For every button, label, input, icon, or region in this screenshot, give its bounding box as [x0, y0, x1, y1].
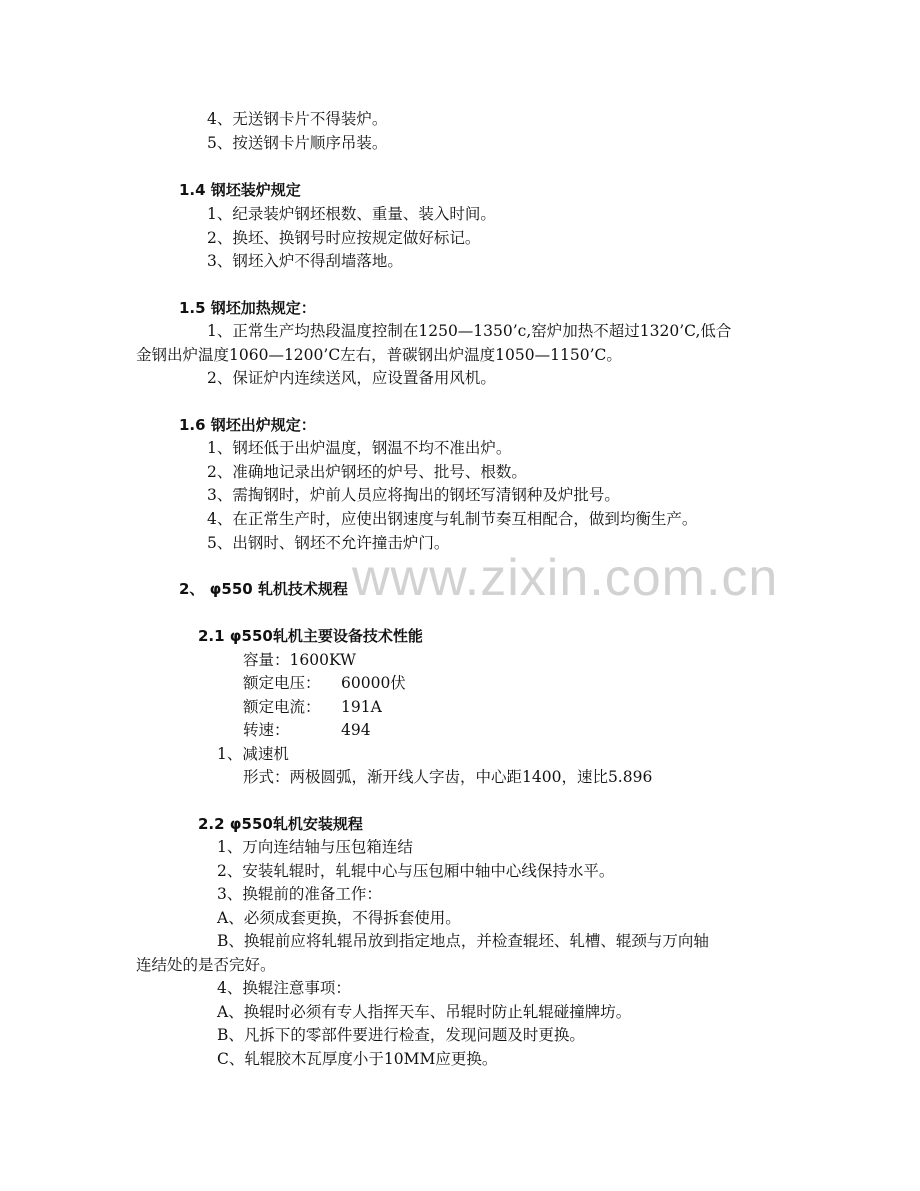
- rated-current-value: 191A: [341, 698, 382, 716]
- sec22-note-b: B、凡拆下的零部件要进行检查，发现问题及时更换。: [217, 1026, 585, 1044]
- sec15-item-1-line-1: 1、正常生产均热段温度控制在1250—1350’c,窑炉加热不超过1320’C,低合: [207, 322, 732, 340]
- section-1-6-heading: 1.6 钢坯出炉规定：: [179, 416, 316, 434]
- reducer-item: 1、减速机: [217, 745, 289, 763]
- sec13-item-4: 4、无送钢卡片不得装炉。: [207, 110, 388, 128]
- sec22-item-2: 2、安装轧辊时，轧辊中心与压包厢中轴中心线保持水平。: [217, 862, 615, 880]
- section-1-5-heading: 1.5 钢坯加热规定：: [179, 299, 316, 317]
- watermark: www.zixin.com.cn: [352, 549, 779, 607]
- sec16-item-3: 3、需掏钢时，炉前人员应将掏出的钢坯写清钢种及炉批号。: [207, 486, 620, 504]
- speed-label: 转速：: [243, 721, 290, 739]
- section-2-2-heading: 2.2 φ550轧机安装规程: [198, 815, 363, 833]
- rated-voltage-label: 额定电压：: [243, 674, 321, 692]
- sec14-item-3: 3、钢坯入炉不得刮墙落地。: [207, 252, 403, 270]
- sec14-item-1: 1、纪录装炉钢坯根数、重量、装入时间。: [207, 205, 496, 223]
- sec14-item-2: 2、换坯、换钢号时应按规定做好标记。: [207, 229, 481, 247]
- sec15-item-2: 2、保证炉内连续送风，应设置备用风机。: [207, 369, 496, 387]
- sec16-item-4: 4、在正常生产时，应使出钢速度与轧制节奏互相配合，做到均衡生产。: [207, 510, 698, 528]
- section-1-4-heading: 1.4 钢坯装炉规定: [179, 181, 301, 199]
- sec13-item-5: 5、按送钢卡片顺序吊装。: [207, 134, 388, 152]
- sec22-note-c: C、轧辊胶木瓦厚度小于10MM应更换。: [217, 1050, 498, 1068]
- reducer-form: 形式：两极圆弧，渐开线人字齿，中心距1400，速比5.896: [243, 768, 653, 786]
- sec22-item-b-line-2: 连结处的是否完好。: [136, 956, 276, 974]
- sec22-item-a: A、必须成套更换，不得拆套使用。: [217, 909, 461, 927]
- sec22-item-1: 1、万向连结轴与压包箱连结: [217, 838, 413, 856]
- rated-voltage-value: 60000伏: [341, 674, 406, 692]
- sec22-item-3: 3、换辊前的准备工作：: [217, 885, 382, 903]
- sec15-item-1-line-2: 金钢出炉温度1060—1200’C左右，普碳钢出炉温度1050—1150’C。: [136, 346, 622, 364]
- sec16-item-5: 5、出钢时、钢坯不允许撞击炉门。: [207, 534, 450, 552]
- sec16-item-1: 1、钢坯低于出炉温度，钢温不均不准出炉。: [207, 439, 512, 457]
- rated-current-label: 额定电流：: [243, 698, 321, 716]
- section-2-1-heading: 2.1 φ550轧机主要设备技术性能: [198, 627, 423, 645]
- sec22-note-a: A、换辊时必须有专人指挥天车、吊辊时防止轧辊碰撞牌坊。: [217, 1003, 632, 1021]
- capacity: 容量：1600KW: [243, 651, 356, 669]
- sec16-item-2: 2、准确地记录出炉钢坯的炉号、批号、根数。: [207, 463, 527, 481]
- section-2-heading: 2、 φ550 轧机技术规程: [179, 580, 348, 598]
- speed-value: 494: [341, 721, 371, 739]
- sec22-item-b-line-1: B、换辊前应将轧辊吊放到指定地点，并检查辊坯、轧槽、辊颈与万向轴: [217, 932, 709, 950]
- sec22-item-4: 4、换辊注意事项：: [217, 979, 351, 997]
